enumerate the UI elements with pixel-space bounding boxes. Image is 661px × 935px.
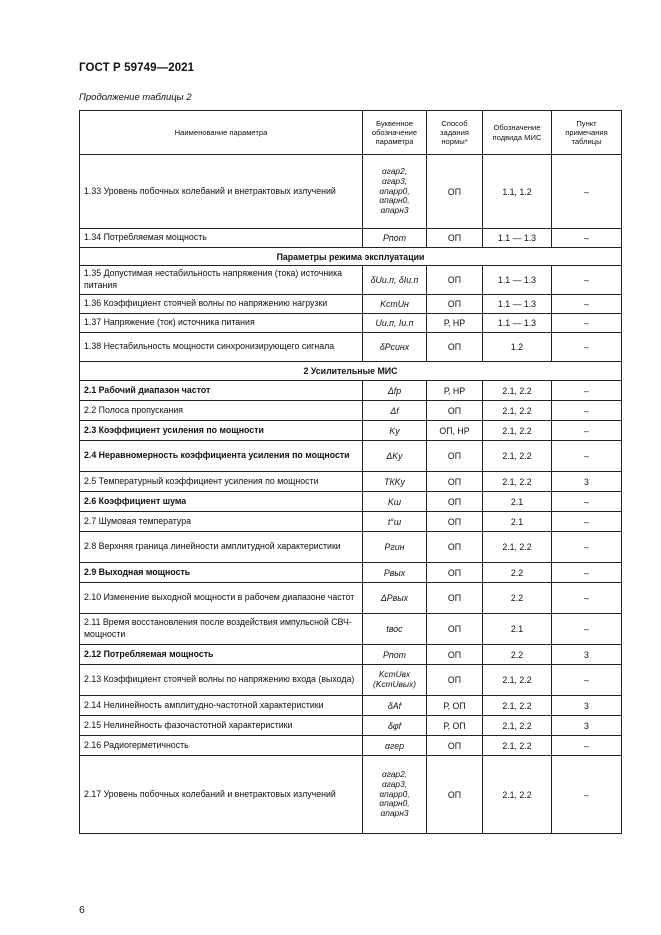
parameters-table <box>79 110 622 834</box>
norm-method: ОП <box>427 512 483 532</box>
parameter-symbol: Uи.п, Iи.п <box>363 314 427 333</box>
mis-subtype: 2.1, 2.2 <box>483 716 552 736</box>
note-ref: – <box>552 665 622 696</box>
note-ref: – <box>552 401 622 421</box>
parameter-symbol: Pпот <box>363 645 427 665</box>
table-row <box>80 736 622 756</box>
header-subtype: Обозначение подвида МИС <box>483 111 552 155</box>
table-row <box>80 532 622 563</box>
norm-method: ОП <box>427 472 483 492</box>
norm-method: Р, НР <box>427 381 483 401</box>
norm-method: ОП <box>427 295 483 314</box>
note-ref: – <box>552 155 622 229</box>
table-row <box>80 583 622 614</box>
table-row <box>80 401 622 421</box>
parameter-name: 2.9 Выходная мощность <box>80 563 363 583</box>
section-title: Параметры режима эксплуатации <box>80 248 622 266</box>
note-ref: – <box>552 583 622 614</box>
note-ref: – <box>552 314 622 333</box>
parameter-symbol: ΔKу <box>363 441 427 472</box>
note-ref: – <box>552 295 622 314</box>
note-ref: 3 <box>552 645 622 665</box>
parameter-symbol: ΔPвых <box>363 583 427 614</box>
parameter-name: 1.34 Потребляемая мощность <box>80 229 363 248</box>
mis-subtype: 2.1, 2.2 <box>483 756 552 834</box>
parameter-symbol: KстUн <box>363 295 427 314</box>
parameter-symbol: Δf <box>363 401 427 421</box>
parameter-name: 2.7 Шумовая температура <box>80 512 363 532</box>
parameter-symbol: δAf <box>363 696 427 716</box>
norm-method: ОП <box>427 756 483 834</box>
mis-subtype: 2.2 <box>483 563 552 583</box>
parameter-name: 2.12 Потребляемая мощность <box>80 645 363 665</box>
parameter-name: 1.35 Допустимая нестабильность напряжения (тока) источника питания <box>80 266 363 295</box>
mis-subtype: 2.1, 2.2 <box>483 381 552 401</box>
parameter-symbol: Kш <box>363 492 427 512</box>
mis-subtype: 1.1, 1.2 <box>483 155 552 229</box>
table-row <box>80 512 622 532</box>
parameter-symbol <box>363 665 427 696</box>
mis-subtype: 1.1 — 1.3 <box>483 295 552 314</box>
parameter-name: 2.17 Уровень побочных колебаний и внетрактовых излучений <box>80 756 363 834</box>
symbol-line: αпарн0, <box>379 798 410 809</box>
header-symbol: Буквенное обозначение параметра <box>363 111 427 155</box>
parameter-name: 2.16 Радиогерметичность <box>80 736 363 756</box>
mis-subtype: 1.2 <box>483 333 552 362</box>
parameter-name: 1.36 Коэффициент стоячей волны по напряжению нагрузки <box>80 295 363 314</box>
norm-method: Р, НР <box>427 314 483 333</box>
parameter-name: 1.37 Напряжение (ток) источника питания <box>80 314 363 333</box>
table-row <box>80 756 622 834</box>
table-row <box>80 266 622 295</box>
mis-subtype: 2.1 <box>483 614 552 645</box>
norm-method: ОП <box>427 492 483 512</box>
table-row <box>80 696 622 716</box>
note-ref: 3 <box>552 696 622 716</box>
symbol-line: αгар3, <box>381 779 408 790</box>
table-row <box>80 441 622 472</box>
table-row <box>80 155 622 229</box>
section-row <box>80 248 622 266</box>
note-ref: 3 <box>552 716 622 736</box>
parameter-name: 1.33 Уровень побочных колебаний и внетрактовых излучений <box>80 155 363 229</box>
parameter-symbol: Pпот <box>363 229 427 248</box>
mis-subtype: 2.1, 2.2 <box>483 736 552 756</box>
symbol-line: αгар3, <box>381 176 408 187</box>
note-ref: – <box>552 756 622 834</box>
table-row <box>80 472 622 492</box>
norm-method: ОП <box>427 532 483 563</box>
mis-subtype: 2.2 <box>483 583 552 614</box>
parameter-name: 2.1 Рабочий диапазон частот <box>80 381 363 401</box>
symbol-line: (KстUвых) <box>372 679 417 689</box>
note-ref: – <box>552 333 622 362</box>
mis-subtype: 2.1, 2.2 <box>483 401 552 421</box>
norm-method: ОП, НР <box>427 421 483 441</box>
parameter-symbol: Pгин <box>363 532 427 563</box>
mis-subtype: 1.1 — 1.3 <box>483 266 552 295</box>
note-ref: – <box>552 532 622 563</box>
note-ref: – <box>552 512 622 532</box>
symbol-line: αгар2, <box>381 166 408 177</box>
mis-subtype: 1.1 — 1.3 <box>483 229 552 248</box>
norm-method: ОП <box>427 441 483 472</box>
norm-method: ОП <box>427 155 483 229</box>
table-row <box>80 614 622 645</box>
note-ref: 3 <box>552 472 622 492</box>
table-row <box>80 333 622 362</box>
parameter-name: 2.2 Полоса пропускания <box>80 401 363 421</box>
parameter-name: 1.38 Нестабильность мощности синхронизирующего сигнала <box>80 333 363 362</box>
parameter-symbol: αгер <box>363 736 427 756</box>
note-ref: – <box>552 614 622 645</box>
header-norm-method: Способ задания нормы* <box>427 111 483 155</box>
note-ref: – <box>552 563 622 583</box>
parameter-name: 2.8 Верхняя граница линейности амплитудной характеристики <box>80 532 363 563</box>
table-body <box>80 155 622 834</box>
symbol-line: αпарн3 <box>380 807 409 818</box>
table-row <box>80 492 622 512</box>
parameter-name: 2.15 Нелинейность фазочастотной характеристики <box>80 716 363 736</box>
parameter-name: 2.3 Коэффициент усиления по мощности <box>80 421 363 441</box>
parameter-symbol: ТКKу <box>363 472 427 492</box>
mis-subtype: 2.1 <box>483 512 552 532</box>
norm-method: Р, ОП <box>427 696 483 716</box>
note-ref: – <box>552 229 622 248</box>
parameter-symbol: δφf <box>363 716 427 736</box>
symbol-line: αпарр0, <box>379 185 410 196</box>
symbol-line: αпарн0, <box>379 195 410 206</box>
note-ref: – <box>552 736 622 756</box>
mis-subtype: 2.2 <box>483 645 552 665</box>
norm-method: ОП <box>427 645 483 665</box>
parameter-name: 2.4 Неравномерность коэффициента усиления по мощности <box>80 441 363 472</box>
symbol-line: αпарр0, <box>379 788 410 799</box>
parameter-symbol: Pвых <box>363 563 427 583</box>
parameter-name: 2.13 Коэффициент стоячей волны по напряжению входа (выхода) <box>80 665 363 696</box>
section-title: 2 Усилительные МИС <box>80 362 622 381</box>
table-row <box>80 381 622 401</box>
table-row <box>80 563 622 583</box>
norm-method: ОП <box>427 665 483 696</box>
parameter-symbol: δUи.п, δIи.п <box>363 266 427 295</box>
table-caption: Продолжение таблицы 2 <box>79 92 192 103</box>
mis-subtype: 2.1 <box>483 492 552 512</box>
parameter-symbol <box>363 756 427 834</box>
document-title: ГОСТ Р 59749—2021 <box>79 62 195 74</box>
table-row <box>80 229 622 248</box>
parameter-name: 2.14 Нелинейность амплитудно-частотной характеристики <box>80 696 363 716</box>
parameter-symbol <box>363 155 427 229</box>
mis-subtype: 2.1, 2.2 <box>483 441 552 472</box>
norm-method: ОП <box>427 266 483 295</box>
parameter-name: 2.5 Температурный коэффициент усиления по мощности <box>80 472 363 492</box>
header-note: Пункт примечания таблицы <box>552 111 622 155</box>
note-ref: – <box>552 492 622 512</box>
parameter-symbol: tвос <box>363 614 427 645</box>
parameter-name: 2.6 Коэффициент шума <box>80 492 363 512</box>
parameter-name: 2.11 Время восстановления после воздействия импульсной СВЧ-мощности <box>80 614 363 645</box>
parameter-symbol: t°ш <box>363 512 427 532</box>
symbol-line: αпарн3 <box>380 204 409 215</box>
symbol-line: KстUвх <box>378 669 411 680</box>
norm-method: Р, ОП <box>427 716 483 736</box>
norm-method: ОП <box>427 736 483 756</box>
norm-method: ОП <box>427 614 483 645</box>
parameter-name: 2.10 Изменение выходной мощности в рабочем диапазоне частот <box>80 583 363 614</box>
note-ref: – <box>552 441 622 472</box>
table-row <box>80 295 622 314</box>
parameter-symbol: δPсинх <box>363 333 427 362</box>
table-row <box>80 665 622 696</box>
table-row <box>80 645 622 665</box>
mis-subtype: 2.1, 2.2 <box>483 472 552 492</box>
table-row <box>80 716 622 736</box>
parameter-symbol: Kу <box>363 421 427 441</box>
note-ref: – <box>552 421 622 441</box>
norm-method: ОП <box>427 229 483 248</box>
mis-subtype: 2.1, 2.2 <box>483 696 552 716</box>
symbol-line: αгар2, <box>381 769 408 780</box>
norm-method: ОП <box>427 583 483 614</box>
mis-subtype: 2.1, 2.2 <box>483 532 552 563</box>
norm-method: ОП <box>427 563 483 583</box>
table-row <box>80 314 622 333</box>
norm-method: ОП <box>427 401 483 421</box>
parameter-symbol: Δfр <box>363 381 427 401</box>
mis-subtype: 2.1, 2.2 <box>483 665 552 696</box>
header-parameter-name: Наименование параметра <box>80 111 363 155</box>
table-header-row <box>80 111 622 155</box>
page-number: 6 <box>79 904 85 916</box>
note-ref: – <box>552 381 622 401</box>
note-ref: – <box>552 266 622 295</box>
section-row <box>80 362 622 381</box>
mis-subtype: 2.1, 2.2 <box>483 421 552 441</box>
norm-method: ОП <box>427 333 483 362</box>
mis-subtype: 1.1 — 1.3 <box>483 314 552 333</box>
table-row <box>80 421 622 441</box>
